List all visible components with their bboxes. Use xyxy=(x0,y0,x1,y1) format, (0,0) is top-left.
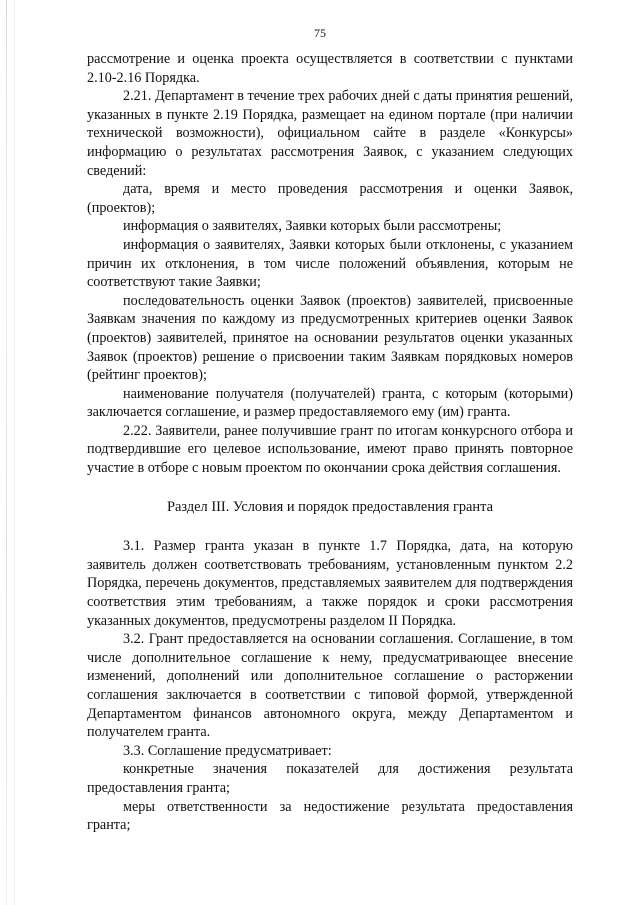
page-number: 75 xyxy=(314,26,326,40)
list-item-grant-recipient: наименование получателя (получателей) гранта, с которым (которыми) заключается соглашение, и размер предоставляемого ему (им) гранта. xyxy=(87,385,573,421)
paragraph-2-22: 2.22. Заявители, ранее получившие грант по итогам конкурсного отбора и подтвердившие его целевое использование, имеют право принять повторное участие в отборе с новым проектом по окончании срока действия соглашения. xyxy=(87,422,573,477)
document-body xyxy=(87,50,573,835)
paragraph-3-1: 3.1. Размер гранта указан в пункте 1.7 Порядка, дата, на которую заявитель должен соответствовать требованиям, установленным пунктом 2.2 Порядка, перечень документов, представляемых заявителем для подтверждения соответствия этим требованиям, а также порядок и сроки рассмотрения указанных документов, предусмотрены разделом II Порядка. xyxy=(87,538,573,629)
list-item-responsibility-measures: меры ответственности за недостижение результата предоставления гранта; xyxy=(87,798,573,834)
paragraph-3-2: 3.2. Грант предоставляется на основании соглашения. Соглашение, в том числе дополнительное соглашение к нему, предусматривающее внесение изменений, дополнений или дополнительное соглашение о расторжении соглашения заключается в соответствии с типовой формой, утвержденной Департаментом финансов автономного округа, между Департаментом и получателем гранта. xyxy=(87,631,573,741)
list-item-date-time-place: дата, время и место проведения рассмотрения и оценки Заявок, (проектов); xyxy=(87,181,573,216)
scan-edge-shadow xyxy=(6,0,7,905)
paragraph-2-21: 2.21. Департамент в течение трех рабочих дней с даты принятия решений, указанных в пункте 2.19 Порядка, размещает на едином портале (при наличии технической возможности), официальном сайте в разделе «Конкурсы» информацию о результатах рассмотрения Заявок, с указанием следующих сведений: xyxy=(87,88,573,179)
paragraph-continuation: рассмотрение и оценка проекта осуществляется в соответствии с пунктами 2.10-2.16 Порядка. xyxy=(87,51,573,86)
list-item-reviewed-applicants: информация о заявителях, Заявки которых были рассмотрены; xyxy=(123,218,502,235)
list-item-rejected-applicants: информация о заявителях, Заявки которых были отклонены, с указанием причин их отклонения, в том числе положений объявления, которым не соответствуют такие Заявки; xyxy=(87,236,573,291)
paragraph-3-3: 3.3. Соглашение предусматривает: xyxy=(123,742,332,759)
section-heading: Раздел III. Условия и порядок предоставления гранта xyxy=(167,498,493,515)
list-item-indicator-values: конкретные значения показателей для достижения результата предоставления гранта; xyxy=(87,761,573,796)
list-item-evaluation-sequence: последовательность оценки Заявок (проектов) заявителей, присвоенные Заявкам значения по каждому из предусмотренных критериев оценки Заявок (проектов) заявителей, принятое на основании результатов оценки указанных Заявок (проектов) решение о присвоении таким Заявкам порядковых номеров (рейтинг проектов); xyxy=(87,292,573,384)
scan-edge-line xyxy=(14,0,15,905)
